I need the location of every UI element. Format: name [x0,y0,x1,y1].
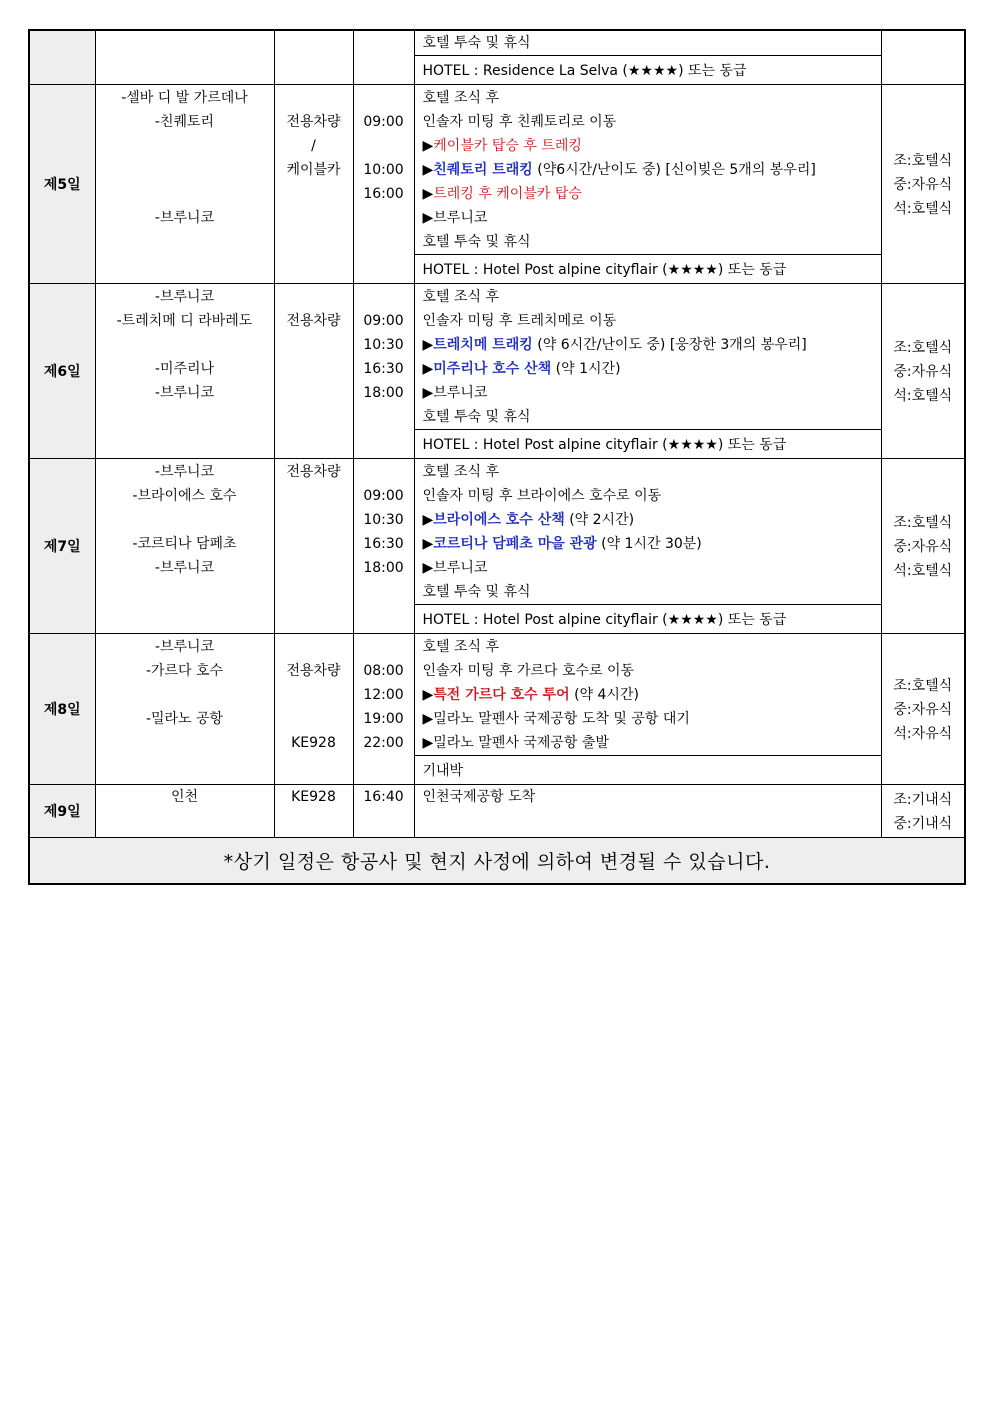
highlight-text: 미주리나 호수 산책 [433,361,552,377]
meal-text: 조:호텔식 [893,677,953,694]
transport-cell [274,284,353,459]
highlight-text: 브라이에스 호수 산책 [433,512,565,528]
schedule-line [415,309,881,333]
city-cell [95,634,274,785]
meal-text: 중:자유식 [893,363,953,380]
city-cell [95,284,274,459]
meal-cell [881,30,965,85]
table-row [29,634,965,756]
day-label: 제8일 [29,634,95,785]
table-row [29,785,965,838]
schedule-line [415,532,881,556]
schedule-cell [414,284,881,430]
time-text: 09:00 [363,488,404,504]
city-name: -가르다 호수 [145,663,224,679]
time-text: 10:30 [363,512,404,528]
city-name: -밀라노 공항 [145,711,224,727]
city-name-lines [96,459,274,580]
city-name [96,182,274,206]
schedule-line [415,230,881,254]
schedule-text: 호텔 투숙 및 휴식 [422,409,531,425]
city-name [96,333,274,357]
schedule-line [415,158,881,182]
meal-text: 석:호텔식 [893,562,953,579]
schedule-cell [414,30,881,56]
time-text: 22:00 [363,735,404,751]
time-text: 16:30 [363,361,404,377]
meal-text: 중:자유식 [893,538,953,555]
meal-text: 석:호텔식 [893,387,953,404]
schedule-line [415,508,881,532]
transport-cell [274,634,353,785]
transport-text-lines [275,634,353,755]
time-cell [353,785,414,838]
transport-cell [274,785,353,838]
city-name [96,158,274,182]
time-text: 12:00 [363,687,404,703]
city-name-lines [96,85,274,230]
time-cell [353,30,414,85]
meal-text: 조:호텔식 [893,339,953,356]
meal-text-lines [882,510,965,583]
schedule-text: 호텔 투숙 및 휴식 [422,234,531,250]
meal-text: 조:호텔식 [893,152,953,169]
schedule-text: 호텔 조식 후 [422,639,500,655]
schedule-line [415,357,881,381]
schedule-text: ▶ [422,687,434,703]
meal-text: 석:호텔식 [893,200,953,217]
schedule-line [415,683,881,707]
transport-text: 케이블카 [286,162,341,178]
schedule-text: (약 6시간/난이도 중) [웅장한 3개의 봉우리] [532,337,807,353]
schedule-line [415,460,881,484]
meal-cell [881,785,965,838]
schedule-line [415,381,881,405]
time-text: 10:30 [363,337,404,353]
schedule-text: (약 2시간) [564,512,635,528]
table-row [29,30,965,56]
city-name: -친퀘토리 [154,114,215,130]
highlight-text: 특전 가르다 호수 투어 [433,687,570,703]
schedule-text: 호텔 조식 후 [422,90,500,106]
city-name: -미주리나 [154,361,215,377]
city-name: -트레치메 디 라바레도 [116,313,253,329]
transport-text: KE928 [291,789,336,805]
schedule-cell [414,785,881,838]
schedule-text: ▶브루니코 [422,210,488,226]
meal-text-lines [882,673,965,746]
schedule-text: ▶ [422,162,434,178]
transport-text: 전용차량 [286,663,341,679]
notice-text: *상기 일정은 항공사 및 현지 사정에 의하여 변경될 수 있습니다. [29,838,965,885]
meal-text: 조:호텔식 [893,514,953,531]
hotel-cell: HOTEL : Residence La Selva (★★★★) 또는 동급 [414,56,881,85]
schedule-text: ▶브루니코 [422,385,488,401]
schedule-line [415,86,881,110]
schedule-text: ▶밀라노 말펜사 국제공항 출발 [422,735,609,751]
schedule-text: 호텔 투숙 및 휴식 [422,584,531,600]
time-cell [353,634,414,785]
table-row [29,284,965,430]
schedule-text: 인솔자 미팅 후 친퀘토리로 이동 [422,114,617,130]
schedule-line [415,182,881,206]
schedule-line [415,285,881,309]
time-text: 16:30 [363,536,404,552]
schedule-cell [414,459,881,605]
meal-cell [881,459,965,634]
hotel-cell: 기내박 [414,756,881,785]
schedule-text: ▶브루니코 [422,560,488,576]
meal-text: 중:자유식 [893,176,953,193]
time-cell [353,284,414,459]
city-name: 인천 [170,789,199,805]
city-name [96,508,274,532]
schedule-lines [415,284,881,429]
time-text [354,460,414,484]
itinerary-table [28,29,966,885]
transport-cell [274,30,353,85]
schedule-text: ▶ [422,512,434,528]
city-name: -브루니코 [154,385,215,401]
table-row [29,85,965,255]
hotel-cell: HOTEL : Hotel Post alpine cityflair (★★★★) 또는 동급 [414,255,881,284]
schedule-text: 인솔자 미팅 후 트레치메로 이동 [422,313,617,329]
transport-text: / [311,138,316,154]
transport-text: KE928 [291,735,336,751]
day-cell [29,30,95,85]
transport-text-lines [275,85,353,182]
time-text-lines [354,85,414,206]
transport-text [275,285,353,309]
schedule-text: ▶ [422,536,434,552]
schedule-line: 인천국제공항 도착 [422,789,536,805]
highlight-text: 케이블카 탑승 후 트레킹 [433,138,582,154]
schedule-text: ▶ [422,186,434,202]
transport-text-lines [275,459,353,484]
time-text: 08:00 [363,663,404,679]
transport-cell [274,459,353,634]
city-name: -브루니코 [154,560,215,576]
schedule-line [415,731,881,755]
schedule-line [415,405,881,429]
schedule-line: 호텔 투숙 및 휴식 [422,35,531,51]
hotel-cell: HOTEL : Hotel Post alpine cityflair (★★★★) 또는 동급 [414,430,881,459]
city-name: -브루니코 [154,210,215,226]
meal-text: 중:기내식 [893,815,953,832]
schedule-text: 호텔 조식 후 [422,289,500,305]
schedule-line [415,707,881,731]
schedule-text: 인솔자 미팅 후 가르다 호수로 이동 [422,663,635,679]
schedule-text: ▶밀라노 말펜사 국제공항 도착 및 공항 대기 [422,711,690,727]
schedule-line [415,556,881,580]
time-text: 18:00 [363,385,404,401]
transport-text: 전용차량 [286,464,341,480]
schedule-line [415,580,881,604]
schedule-line [415,484,881,508]
time-text-lines [354,459,414,580]
city-cell [95,785,274,838]
city-cell [95,459,274,634]
transport-text: 전용차량 [286,114,341,130]
time-text [354,635,414,659]
transport-text [275,683,353,707]
schedule-line [415,333,881,357]
time-text [354,134,414,158]
day-label: 제5일 [29,85,95,284]
city-cell [95,85,274,284]
day-label: 제6일 [29,284,95,459]
schedule-lines [415,634,881,755]
city-name: -브루니코 [154,464,215,480]
time-text: 09:00 [363,114,404,130]
city-name: -코르티나 담페초 [132,536,237,552]
time-cell [353,459,414,634]
transport-text [275,86,353,110]
city-name: -셀바 디 발 가르데나 [121,90,248,106]
schedule-text: (약 1시간) [551,361,621,377]
time-cell [353,85,414,284]
city-name-lines [96,634,274,731]
schedule-line [415,134,881,158]
highlight-text: 코르티나 담페초 마을 관광 [433,536,597,552]
time-text-lines [354,284,414,405]
transport-text: 전용차량 [286,313,341,329]
transport-cell [274,85,353,284]
meal-cell [881,634,965,785]
note-row [29,838,965,885]
schedule-line [415,110,881,134]
transport-text-lines [275,284,353,333]
city-name: -브루니코 [154,639,215,655]
meal-text-lines [882,148,965,221]
transport-text [275,635,353,659]
schedule-text: (약6시간/난이도 중) [신이빚은 5개의 봉우리] [532,162,816,178]
day-label: 제9일 [29,785,95,838]
schedule-cell [414,634,881,756]
meal-text-lines [882,335,965,408]
city-name [96,134,274,158]
highlight-text: 트레치메 트래킹 [433,337,533,353]
meal-text: 석:자유식 [893,725,953,742]
schedule-text: ▶ [422,337,434,353]
schedule-line [415,659,881,683]
city-name-lines [96,284,274,405]
city-name: -브루니코 [154,289,215,305]
time-text: 09:00 [363,313,404,329]
schedule-text: ▶ [422,361,434,377]
meal-text: 중:자유식 [893,701,953,718]
time-text [354,86,414,110]
schedule-lines [415,85,881,254]
time-text: 16:00 [363,186,404,202]
schedule-text: (약 4시간) [569,687,639,703]
meal-cell [881,284,965,459]
time-text: 18:00 [363,560,404,576]
time-text: 10:00 [363,162,404,178]
schedule-text: (약 1시간 30분) [596,536,702,552]
highlight-text: 친퀘토리 트래킹 [433,162,533,178]
city-name [96,683,274,707]
time-text: 16:40 [363,789,404,805]
schedule-text: ▶ [422,138,434,154]
meal-text: 조:기내식 [893,791,953,808]
highlight-text: 트레킹 후 케이블카 탑승 [433,186,582,202]
schedule-line [415,206,881,230]
city-name: -브라이에스 호수 [132,488,237,504]
time-text [354,285,414,309]
schedule-text: 인솔자 미팅 후 브라이에스 호수로 이동 [422,488,662,504]
schedule-line [415,635,881,659]
schedule-lines [415,459,881,604]
day-label: 제7일 [29,459,95,634]
hotel-cell: HOTEL : Hotel Post alpine cityflair (★★★★) 또는 동급 [414,605,881,634]
city-cell [95,30,274,85]
time-text-lines [354,634,414,755]
time-text: 19:00 [363,711,404,727]
meal-cell [881,85,965,284]
meal-text-lines [882,787,965,836]
schedule-cell [414,85,881,255]
table-row [29,459,965,605]
transport-text [275,707,353,731]
schedule-text: 호텔 조식 후 [422,464,500,480]
